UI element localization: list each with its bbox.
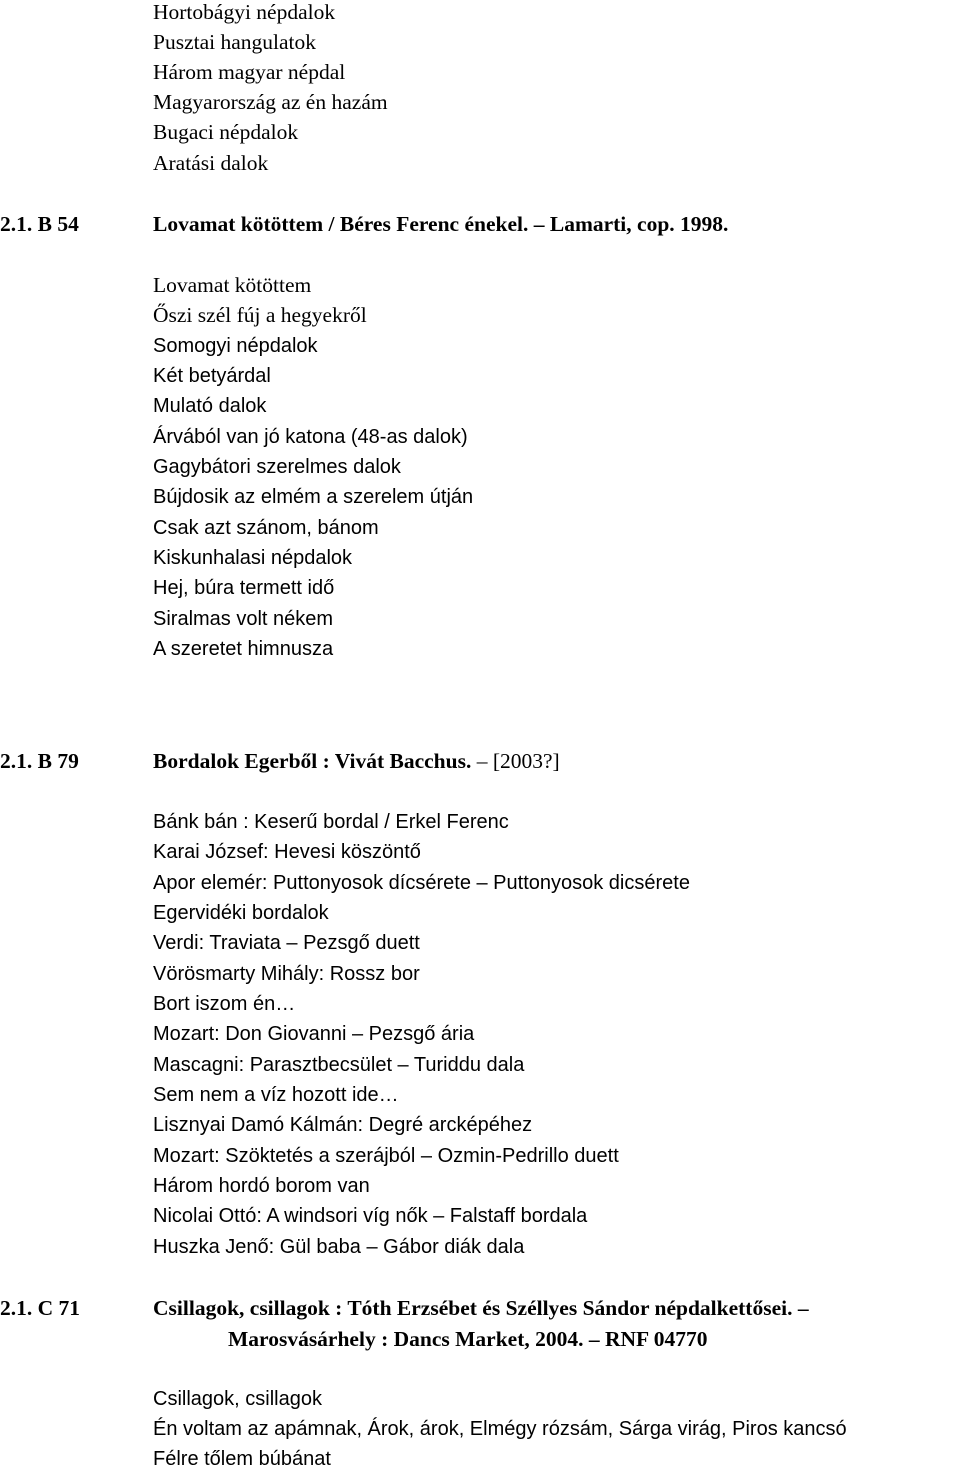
track-item: Mascagni: Parasztbecsület – Turiddu dala [153, 1054, 525, 1076]
track-item: Aratási dalok [153, 151, 269, 175]
track-item: Én voltam az apámnak, Árok, árok, Elmégy rózsám, Sárga virág, Piros kancsó [153, 1418, 847, 1440]
entry-title: Csillagok, csillagok : Tóth Erzsébet és Széllyes Sándor népdalkettősei. – [153, 1296, 809, 1320]
track-item: Három hordó borom van [153, 1175, 370, 1197]
call-number: 2.1. B 79 [0, 749, 79, 773]
track-item: Kiskunhalasi népdalok [153, 547, 353, 569]
track-item: Mulató dalok [153, 395, 267, 417]
track-item: Nicolai Ottó: A windsori víg nők – Falstaff bordala [153, 1205, 588, 1227]
track-item: Apor elemér: Puttonyosok dícsérete – Puttonyosok dicsérete [153, 872, 690, 894]
track-item: Verdi: Traviata – Pezsgő duett [153, 932, 420, 954]
track-item: Őszi szél fúj a hegyekről [153, 303, 367, 327]
track-item: Sem nem a víz hozott ide… [153, 1084, 399, 1106]
track-item: Mozart: Don Giovanni – Pezsgő ária [153, 1023, 475, 1045]
entry-title: Lovamat kötöttem / Béres Ferenc énekel. – Lamarti, cop. 1998. [153, 212, 729, 236]
track-item: Félre tőlem búbánat [153, 1448, 331, 1470]
track-item: Két betyárdal [153, 365, 271, 387]
track-item: Bugaci népdalok [153, 120, 299, 144]
track-item: A szeretet himnusza [153, 638, 334, 660]
track-item: Bort iszom én… [153, 993, 296, 1015]
track-item: Bújdosik az elmém a szerelem útján [153, 486, 474, 508]
track-item: Hej, búra termett idő [153, 577, 335, 599]
track-item: Mozart: Szöktetés a szerájból – Ozmin-Pedrillo duett [153, 1145, 619, 1167]
track-item: Csak azt szánom, bánom [153, 517, 379, 539]
entry-date: – [2003?] [471, 749, 560, 773]
track-item: Bánk bán : Keserű bordal / Erkel Ferenc [153, 811, 509, 833]
track-item: Gagybátori szerelmes dalok [153, 456, 401, 478]
call-number: 2.1. B 54 [0, 212, 79, 236]
track-item: Lovamat kötöttem [153, 273, 312, 297]
entry-title: Bordalok Egerből : Vivát Bacchus. [153, 749, 472, 773]
entry-imprint: Marosvásárhely : Dancs Market, 2004. – RNF 04770 [228, 1327, 708, 1351]
track-item: Vörösmarty Mihály: Rossz bor [153, 963, 420, 985]
call-number: 2.1. C 71 [0, 1296, 81, 1320]
track-item: Hortobágyi népdalok [153, 0, 336, 24]
track-item: Karai József: Hevesi köszöntő [153, 841, 421, 863]
track-item: Magyarország az én hazám [153, 90, 388, 114]
track-item: Lisznyai Damó Kálmán: Degré arcképéhez [153, 1114, 533, 1136]
track-item: Siralmas volt nékem [153, 608, 334, 630]
track-item: Árvából van jó katona (48-as dalok) [153, 426, 468, 448]
track-item: Somogyi népdalok [153, 335, 318, 357]
track-item: Három magyar népdal [153, 60, 346, 84]
track-item: Huszka Jenő: Gül baba – Gábor diák dala [153, 1236, 525, 1258]
track-item: Csillagok, csillagok [153, 1388, 322, 1410]
track-item: Egervidéki bordalok [153, 902, 329, 924]
track-item: Pusztai hangulatok [153, 30, 317, 54]
